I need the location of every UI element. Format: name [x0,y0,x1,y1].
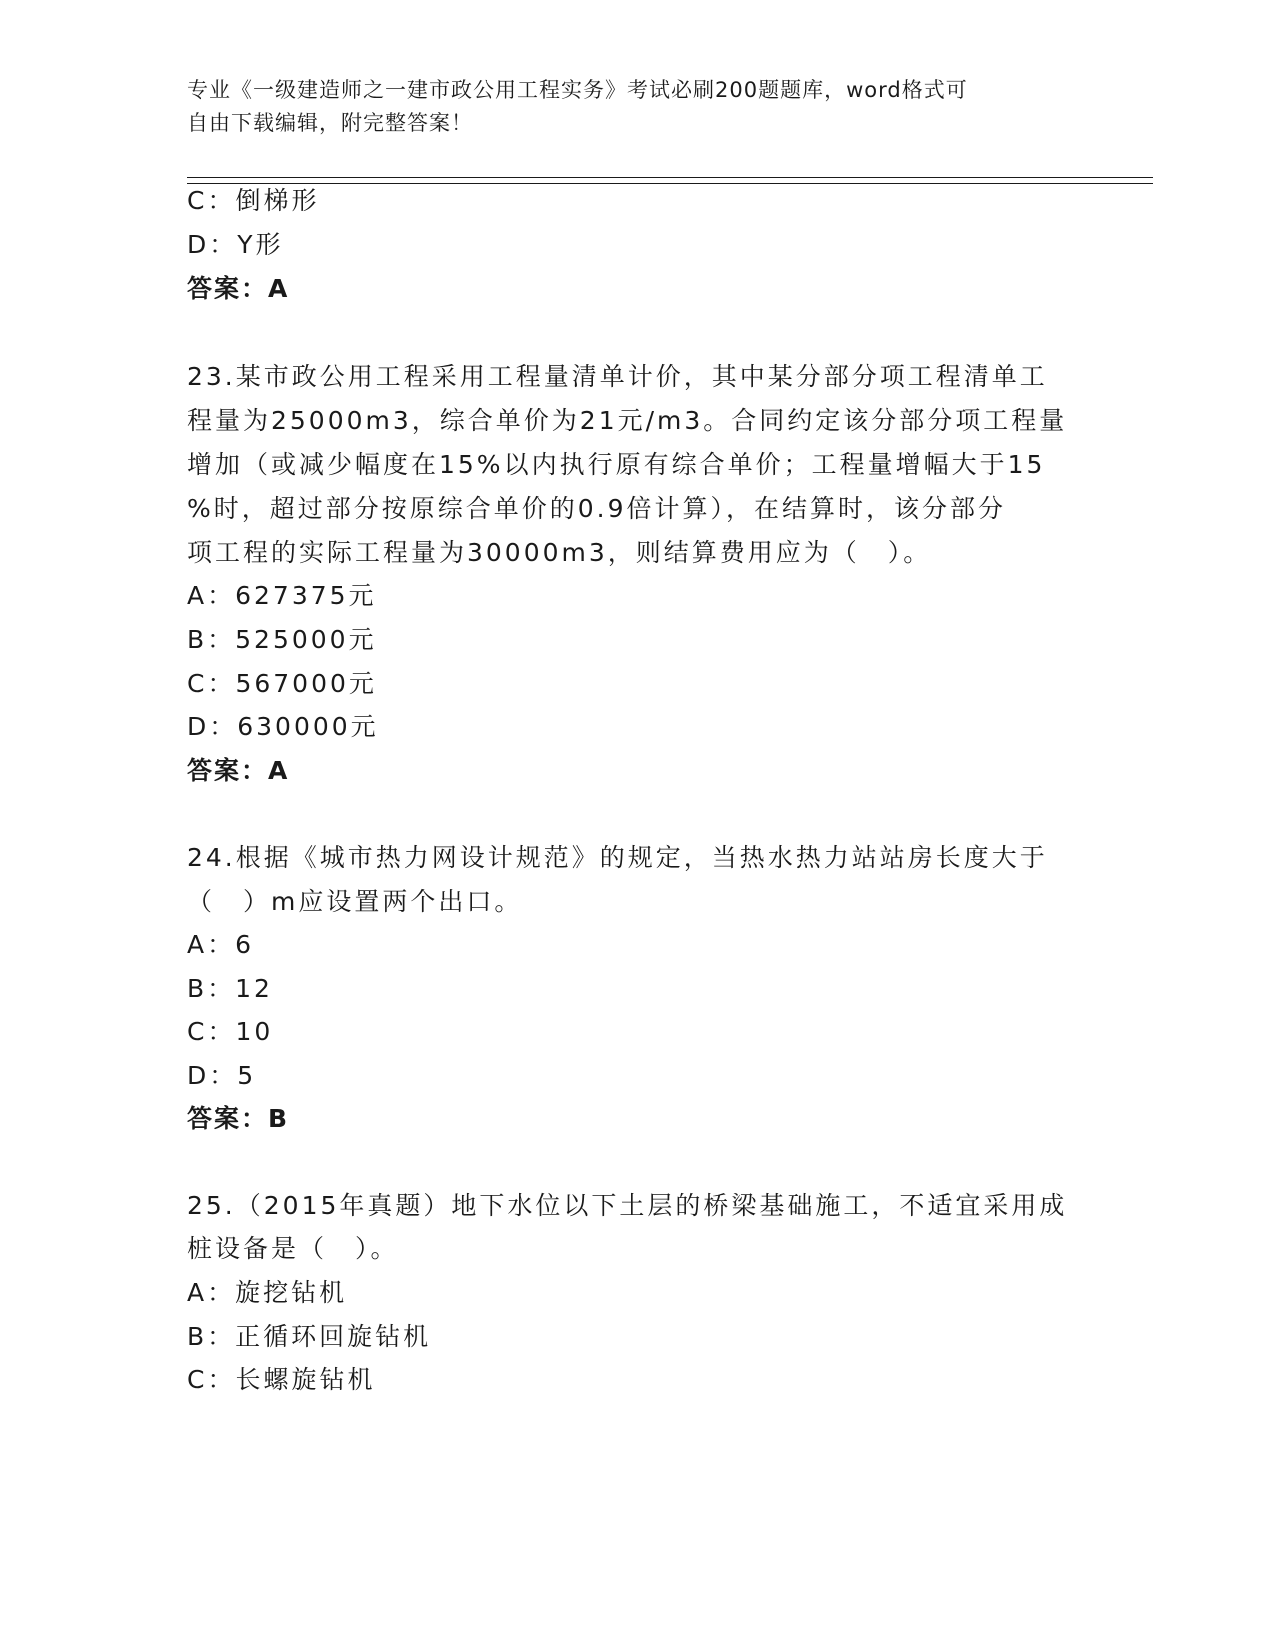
header-divider-bottom [187,183,1153,184]
question-23-option-a: A：627375元 [187,581,377,610]
question-23-answer: 答案：A [187,756,290,785]
question-23-option-d: D：630000元 [187,712,379,741]
question-24-line-2: （ ）m应设置两个出口。 [187,887,523,916]
option-d: D：Y形 [187,230,284,259]
document-header [187,74,1067,140]
option-c: C：倒梯形 [187,186,320,215]
question-25-option-b: B：正循环回旋钻机 [187,1322,432,1351]
header-divider-top [187,177,1153,178]
answer-line: 答案：A [187,274,290,303]
question-24-option-d: D：5 [187,1061,257,1090]
question-23-line-3: 增加（或减少幅度在15%以内执行原有综合单价；工程量增幅大于15 [187,450,1046,479]
question-24-option-c: C：10 [187,1017,274,1046]
question-23-line-4: %时，超过部分按原综合单价的0.9倍计算），在结算时，该分部分 [187,494,1007,523]
question-23-option-b: B：525000元 [187,625,377,654]
header-title-line-2: 自由下载编辑，附完整答案！ [187,111,473,135]
question-23-line-2: 程量为25000m3，综合单价为21元/m3。合同约定该分部分项工程量 [187,406,1068,435]
question-23-line-5: 项工程的实际工程量为30000m3，则结算费用应为（ ）。 [187,538,932,567]
question-24-answer: 答案：B [187,1104,290,1133]
header-title-line-1: 专业《一级建造师之一建市政公用工程实务》考试必刷200题题库，word格式可 [187,78,968,102]
question-25-option-c: C：长螺旋钻机 [187,1365,376,1394]
question-23-option-c: C：567000元 [187,669,377,698]
question-23-line-1: 23.某市政公用工程采用工程量清单计价，其中某分部分项工程清单工 [187,362,1048,391]
question-25-line-2: 桩设备是（ ）。 [187,1234,399,1263]
question-24-option-b: B：12 [187,974,273,1003]
question-25-option-a: A：旋挖钻机 [187,1278,348,1307]
question-24-option-a: A：6 [187,930,255,959]
question-24-line-1: 24.根据《城市热力网设计规范》的规定，当热水热力站站房长度大于 [187,843,1048,872]
question-25-line-1: 25.（2015年真题）地下水位以下土层的桥梁基础施工，不适宜采用成 [187,1191,1068,1220]
